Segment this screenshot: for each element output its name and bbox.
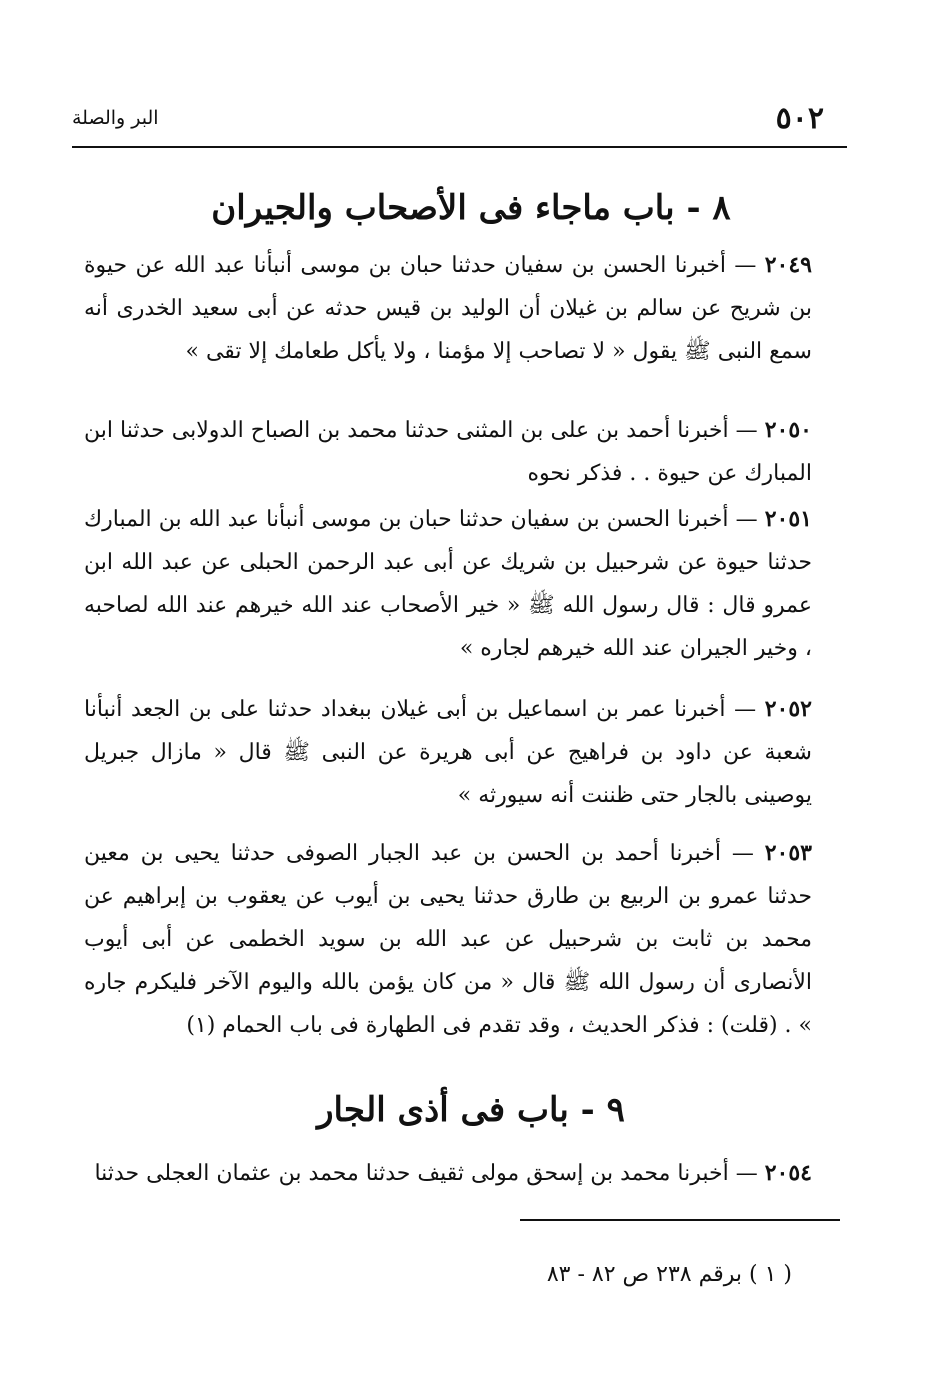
hadith-text: أخبرنا الحسن بن سفيان حدثنا حبان بن موسى أنبأنا عبد الله عن حيوة بن شريح عن سالم بن غيلان أن الوليد بن قيس حدثه عن أبى سعيد الخدرى أنه سمع النبى ﷺ يقول « لا تصاحب إلا مؤمنا ، ولا يأكل طعامك إلا تقى » bbox=[84, 253, 812, 364]
footnote-rule bbox=[520, 1219, 840, 1221]
hadith-number: ٢٠٥٠ bbox=[764, 417, 812, 443]
page-header bbox=[72, 96, 824, 140]
page-number: ٥٠٢ bbox=[775, 100, 824, 136]
hadith-number: ٢٠٥٢ bbox=[764, 696, 812, 722]
hadith-2049: ٢٠٤٩ — أخبرنا الحسن بن سفيان حدثنا حبان بن موسى أنبأنا عبد الله عن حيوة بن شريح عن سالم بن غيلان أن الوليد بن قيس حدثه عن أبى سعيد الخدرى أنه سمع النبى ﷺ يقول « لا تصاحب إلا مؤمنا ، ولا يأكل طعامك إلا تقى » bbox=[84, 252, 812, 364]
hadith-text: أخبرنا أحمد بن على بن المثنى حدثنا محمد بن الصباح الدولابى حدثنا ابن المبارك عن حيوة . . فذكر نحوه bbox=[84, 418, 812, 486]
section-heading-8: ٨ - باب ماجاء فى الأصحاب والجيران bbox=[211, 188, 731, 228]
hadith-number: ٢٠٤٩ bbox=[764, 252, 812, 278]
hadith-2052: ٢٠٥٢ — أخبرنا عمر بن اسماعيل بن أبى غيلان ببغداد حدثنا على بن الجعد أنبأنا شعبة عن داود بن فراهيج عن أبى هريرة عن النبى ﷺ قال « مازال جبريل يوصينى بالجار حتى ظننت أنه سيورثه » bbox=[84, 696, 812, 808]
running-title: البر والصلة bbox=[72, 107, 159, 129]
hadith-number: ٢٠٥٤ bbox=[764, 1160, 812, 1186]
hadith-2054: ٢٠٥٤ — أخبرنا محمد بن إسحق مولى ثقيف حدثنا محمد بن عثمان العجلى حدثنا bbox=[94, 1160, 812, 1186]
footnote: ( ١ ) برقم ٢٣٨ ص ٨٢ - ٨٣ bbox=[546, 1262, 792, 1287]
hadith-text: أخبرنا عمر بن اسماعيل بن أبى غيلان ببغداد حدثنا على بن الجعد أنبأنا شعبة عن داود بن فراهيج عن أبى هريرة عن النبى ﷺ قال « مازال جبريل يوصينى بالجار حتى ظننت أنه سيورثه » bbox=[84, 697, 812, 808]
hadith-2050: ٢٠٥٠ — أخبرنا أحمد بن على بن المثنى حدثنا محمد بن الصباح الدولابى حدثنا ابن المبارك عن حيوة . . فذكر نحوه bbox=[84, 417, 812, 486]
hadith-number: ٢٠٥١ bbox=[764, 506, 812, 532]
hadith-number: ٢٠٥٣ bbox=[764, 840, 812, 866]
hadith-text: أخبرنا محمد بن إسحق مولى ثقيف حدثنا محمد بن عثمان العجلى حدثنا bbox=[94, 1161, 729, 1186]
hadith-text: أخبرنا أحمد بن الحسن بن عبد الجبار الصوفى حدثنا يحيى بن معين حدثنا عمرو بن الربيع بن طارق حدثنا يحيى بن أيوب عن يعقوب بن إبراهيم عن محمد بن ثابت بن شرحبيل عن عبد الله بن سويد الخطمى عن أبى أيوب الأنصارى أن رسول الله ﷺ قال « من كان يؤمن بالله واليوم الآخر فليكرم جاره » . (قلت) : فذكر الحديث ، وقد تقدم فى الطهارة فى باب الحمام (١) bbox=[84, 841, 812, 1038]
hadith-2051: ٢٠٥١ — أخبرنا الحسن بن سفيان حدثنا حبان بن موسى أنبأنا عبد الله بن المبارك حدثنا حيوة عن شرحبيل بن شريك عن أبى عبد الرحمن الحبلى عن عبد الله ابن عمرو قال : قال رسول الله ﷺ « خير الأصحاب عند الله خيرهم عند الله لصاحبه ، وخير الجيران عند الله خيرهم لجاره » bbox=[84, 506, 813, 661]
hadith-2053: ٢٠٥٣ — أخبرنا أحمد بن الحسن بن عبد الجبار الصوفى حدثنا يحيى بن معين حدثنا عمرو بن الربيع بن طارق حدثنا يحيى بن أيوب عن يعقوب بن إبراهيم عن محمد بن ثابت بن شرحبيل عن عبد الله بن سويد الخطمى عن أبى أيوب الأنصارى أن رسول الله ﷺ قال « من كان يؤمن بالله واليوم الآخر فليكرم جاره » . (قلت) : فذكر الحديث ، وقد تقدم فى الطهارة فى باب الحمام (١) bbox=[84, 840, 812, 1038]
header-rule bbox=[72, 146, 847, 148]
section-heading-9: ٩ - باب فى أذى الجار bbox=[317, 1090, 625, 1130]
hadith-text: أخبرنا الحسن بن سفيان حدثنا حبان بن موسى أنبأنا عبد الله بن المبارك حدثنا حيوة عن شرحبيل بن شريك عن أبى عبد الرحمن الحبلى عن عبد الله ابن عمرو قال : قال رسول الله ﷺ « خير الأصحاب عند الله خيرهم عند الله لصاحبه ، وخير الجيران عند الله خيرهم لجاره » bbox=[84, 507, 813, 661]
